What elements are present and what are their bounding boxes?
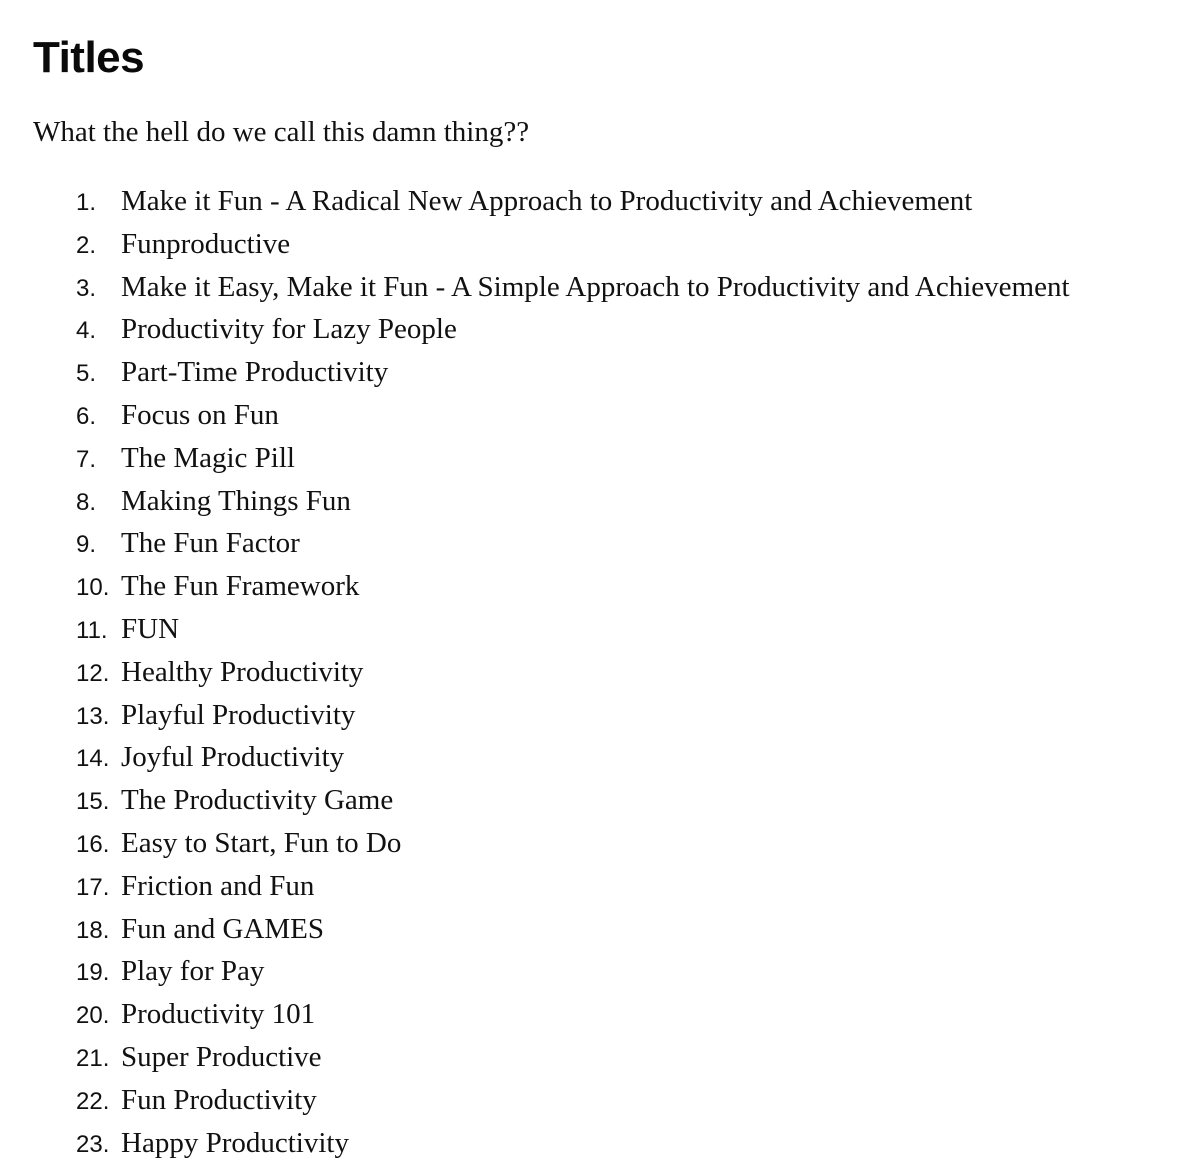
list-item-number: 21. [76, 1044, 110, 1072]
list-item-text: Joyful Productivity [121, 741, 345, 774]
list-item-text: Productivity 101 [121, 998, 316, 1031]
list-item-text: The Fun Factor [121, 527, 300, 560]
list-item [33, 1079, 1183, 1122]
list-item-number: 23. [76, 1130, 110, 1158]
list-item-text: The Fun Framework [121, 570, 360, 603]
list-item [33, 522, 1183, 565]
list-item-number: 11. [76, 616, 108, 644]
list-item-text: Productivity for Lazy People [121, 313, 457, 346]
list-item-text: The Productivity Game [121, 784, 394, 817]
list-item [33, 308, 1183, 351]
list-item-text: Fun Productivity [121, 1083, 317, 1116]
list-item-number: 14. [76, 745, 110, 773]
list-item [33, 1036, 1183, 1079]
list-item [33, 950, 1183, 993]
list-item [33, 480, 1183, 523]
list-item-text: Fun and GAMES [121, 912, 325, 945]
list-item [33, 266, 1183, 309]
list-item [33, 608, 1183, 651]
list-item [33, 437, 1183, 480]
list-item-number: 5. [76, 360, 97, 388]
list-item-number: 8. [76, 488, 97, 516]
list-item-number: 15. [76, 788, 110, 816]
list-item [33, 908, 1183, 951]
list-item-text: Part-Time Productivity [121, 356, 389, 389]
page-subtitle: What the hell do we call this damn thing?? [33, 116, 530, 148]
list-item-number: 16. [76, 830, 110, 858]
list-item-number: 13. [76, 702, 110, 730]
list-item-text: Play for Pay [121, 955, 265, 988]
list-item [33, 651, 1183, 694]
list-item-number: 20. [76, 1002, 110, 1030]
document-body [33, 0, 1183, 1164]
list-item-text: Friction and Fun [121, 869, 315, 902]
list-item-text: Easy to Start, Fun to Do [121, 826, 402, 859]
list-item-text: Making Things Fun [121, 484, 351, 517]
list-item-text: Happy Productivity [121, 1126, 349, 1159]
list-item-number: 3. [76, 274, 97, 302]
list-item [33, 779, 1183, 822]
list-item [33, 822, 1183, 865]
list-item-number: 22. [76, 1087, 110, 1115]
list-item-text: Make it Fun - A Radical New Approach to Productivity and Achievement [121, 185, 973, 217]
list-item [33, 351, 1183, 394]
list-item [33, 1122, 1183, 1165]
list-item-text: Funproductive [121, 227, 291, 260]
list-item [33, 865, 1183, 908]
list-item-number: 7. [76, 445, 97, 473]
list-item-number: 19. [76, 959, 110, 987]
list-item-text: Focus on Fun [121, 398, 279, 431]
list-item [33, 223, 1183, 266]
list-item [33, 694, 1183, 737]
list-item-text: Playful Productivity [121, 698, 356, 731]
list-item-number: 1. [76, 189, 97, 216]
list-item-number: 2. [76, 231, 97, 259]
list-item-text: FUN [121, 612, 180, 645]
list-item [33, 736, 1183, 779]
list-item-text: Healthy Productivity [121, 655, 364, 688]
list-item-number: 10. [76, 574, 110, 602]
list-item-number: 12. [76, 659, 110, 687]
list-item-number: 18. [76, 916, 110, 944]
list-item-number: 4. [76, 317, 97, 345]
page-title: Titles [33, 33, 145, 82]
list-item-text: Super Productive [121, 1040, 322, 1073]
list-item-number: 6. [76, 402, 97, 430]
list-item [33, 394, 1183, 437]
list-item [33, 565, 1183, 608]
list-item-number: 9. [76, 531, 97, 559]
list-item-text: Make it Easy, Make it Fun - A Simple Approach to Productivity and Achievement [121, 270, 1070, 303]
title-list [33, 180, 1183, 1164]
list-item-text: The Magic Pill [121, 441, 295, 474]
list-item [33, 993, 1183, 1036]
list-item [33, 180, 1183, 223]
list-item-number: 17. [76, 873, 110, 901]
